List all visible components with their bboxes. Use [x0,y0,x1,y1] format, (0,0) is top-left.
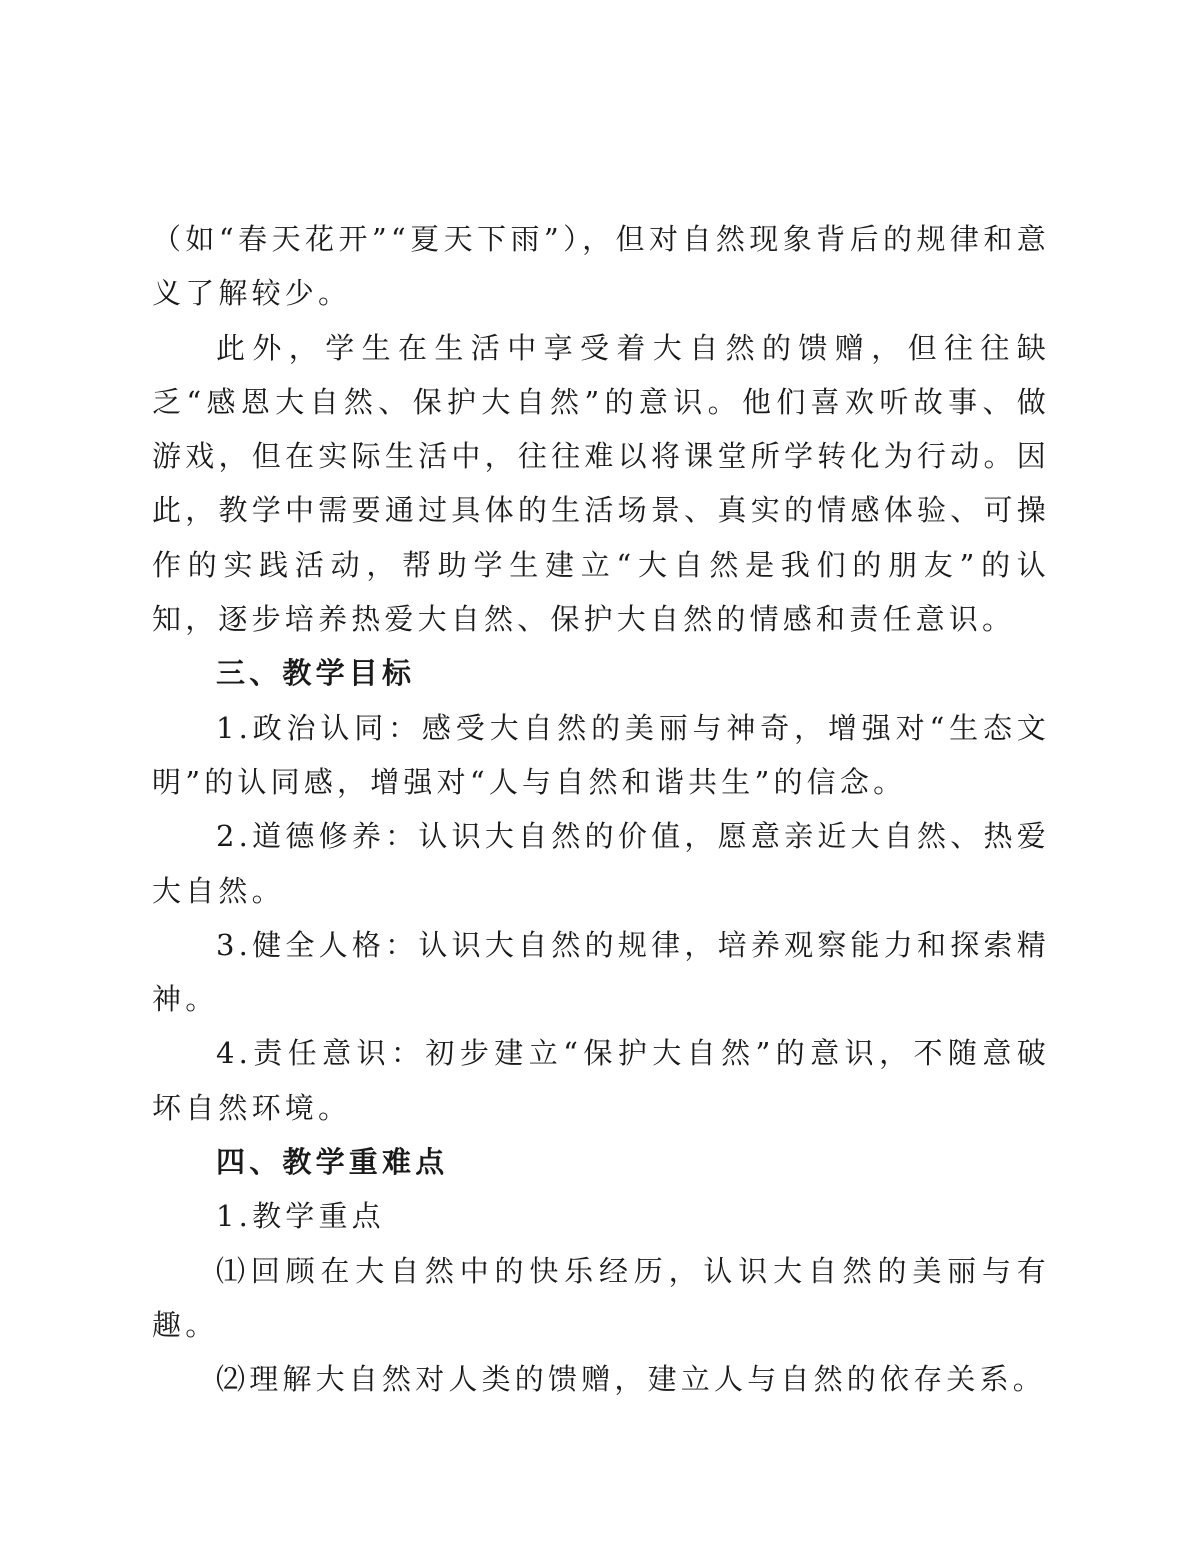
paragraph-students-awareness: 此外，学生在生活中享受着大自然的馈赠，但往往缺乏“感恩大自然、保护大自然”的意识。他们喜欢听故事、做游戏，但在实际生活中，往往难以将课堂所学转化为行动。因此，教学中需要通过具体的生活场景、真实的情感体验、可操作的实践活动，帮助学生建立“大自然是我们的朋友”的认知，逐步培养热爱大自然、保护大自然的情感和责任意识。 [152,330,1050,637]
goal-item-3: 3.健全人格：认识大自然的规律，培养观察能力和探索精神。 [152,927,1050,1017]
paragraph-continuation: （如“春天花开”“夏天下雨”），但对自然现象背后的规律和意义了解较少。 [152,222,1050,311]
focus-item-2: ⑵理解大自然对人类的馈赠，建立人与自然的依存关系。 [216,1362,1047,1397]
focus-item-1: ⑴回顾在大自然中的快乐经历，认识大自然的美丽与有趣。 [152,1253,1050,1342]
subheading-teaching-focus: 1.教学重点 [216,1199,385,1234]
document-page [152,212,1050,1407]
section-heading-key-points: 四、教学重难点 [216,1145,449,1180]
goal-item-2: 2.道德修养：认识大自然的价值，愿意亲近大自然、热爱大自然。 [152,819,1050,908]
goal-item-1: 1.政治认同：感受大自然的美丽与神奇，增强对“生态文明”的认同感，增强对“人与自然和谐共生”的信念。 [152,710,1050,799]
goal-item-4: 4.责任意识：初步建立“保护大自然”的意识，不随意破坏自然环境。 [152,1036,1050,1125]
section-heading-teaching-goals: 三、教学目标 [216,656,416,691]
